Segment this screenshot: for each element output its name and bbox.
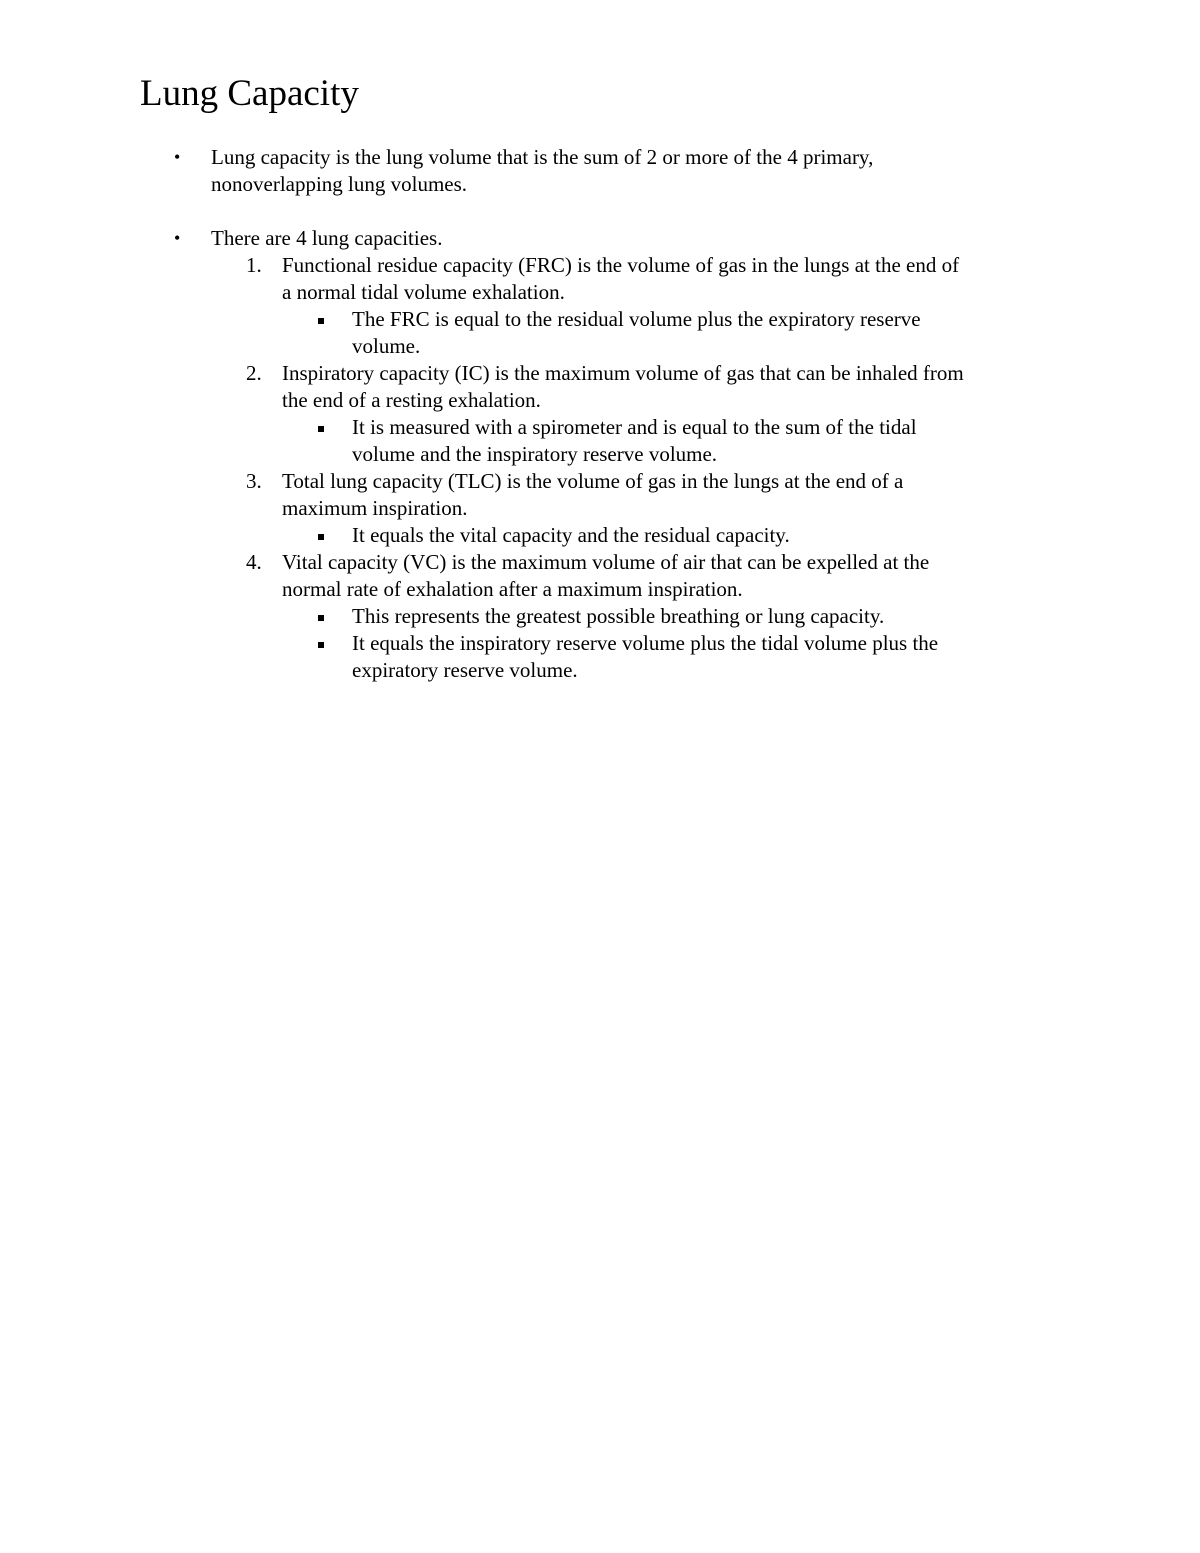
item-number: 3. — [246, 469, 262, 493]
text-line: Lung capacity is the lung volume that is the sum of 2 or more of the 4 primary, — [211, 145, 874, 169]
text-line: nonoverlapping lung volumes. — [211, 172, 468, 196]
text-line: Functional residue capacity (FRC) is the volume of gas in the lungs at the end of — [282, 253, 960, 277]
sub-bullet-text — [352, 603, 1042, 630]
bullet-text — [211, 144, 1011, 198]
text-line: normal rate of exhalation after a maximum inspiration. — [282, 577, 743, 601]
text-line: Inspiratory capacity (IC) is the maximum volume of gas that can be inhaled from — [282, 361, 964, 385]
text-line: It equals the vital capacity and the residual capacity. — [352, 523, 790, 547]
text-line: Total lung capacity (TLC) is the volume of gas in the lungs at the end of a — [282, 469, 904, 493]
text-line: This represents the greatest possible breathing or lung capacity. — [352, 604, 885, 628]
item-number: 1. — [246, 253, 262, 277]
text-line: The FRC is equal to the residual volume plus the expiratory reserve — [352, 307, 921, 331]
page-title: Lung Capacity — [140, 73, 359, 114]
square-bullet-icon — [318, 615, 324, 621]
bullet-dot-icon: • — [174, 147, 181, 167]
text-line: volume and the inspiratory reserve volume. — [352, 442, 718, 466]
sub-bullet-text — [352, 306, 1042, 360]
sub-bullet-text — [352, 630, 1042, 684]
text-line: Vital capacity (VC) is the maximum volume of air that can be expelled at the — [282, 550, 930, 574]
square-bullet-icon — [318, 534, 324, 540]
square-bullet-icon — [318, 426, 324, 432]
text-line: the end of a resting exhalation. — [282, 388, 541, 412]
item-number: 4. — [246, 550, 262, 574]
text-line: It is measured with a spirometer and is equal to the sum of the tidal — [352, 415, 917, 439]
item-text — [282, 252, 1072, 306]
bullet-dot-icon: • — [174, 228, 181, 248]
text-line: expiratory reserve volume. — [352, 658, 578, 682]
bullet-text — [211, 225, 1011, 252]
text-line: maximum inspiration. — [282, 496, 468, 520]
text-line: It equals the inspiratory reserve volume plus the tidal volume plus the — [352, 631, 939, 655]
sub-bullet-text — [352, 414, 1042, 468]
text-line: volume. — [352, 334, 421, 358]
text-line: a normal tidal volume exhalation. — [282, 280, 565, 304]
square-bullet-icon — [318, 642, 324, 648]
item-text — [282, 549, 1072, 603]
sub-bullet-text — [352, 522, 1042, 549]
square-bullet-icon — [318, 318, 324, 324]
item-number: 2. — [246, 361, 262, 385]
item-text — [282, 360, 1072, 414]
item-text — [282, 468, 1072, 522]
text-line: There are 4 lung capacities. — [211, 226, 443, 250]
